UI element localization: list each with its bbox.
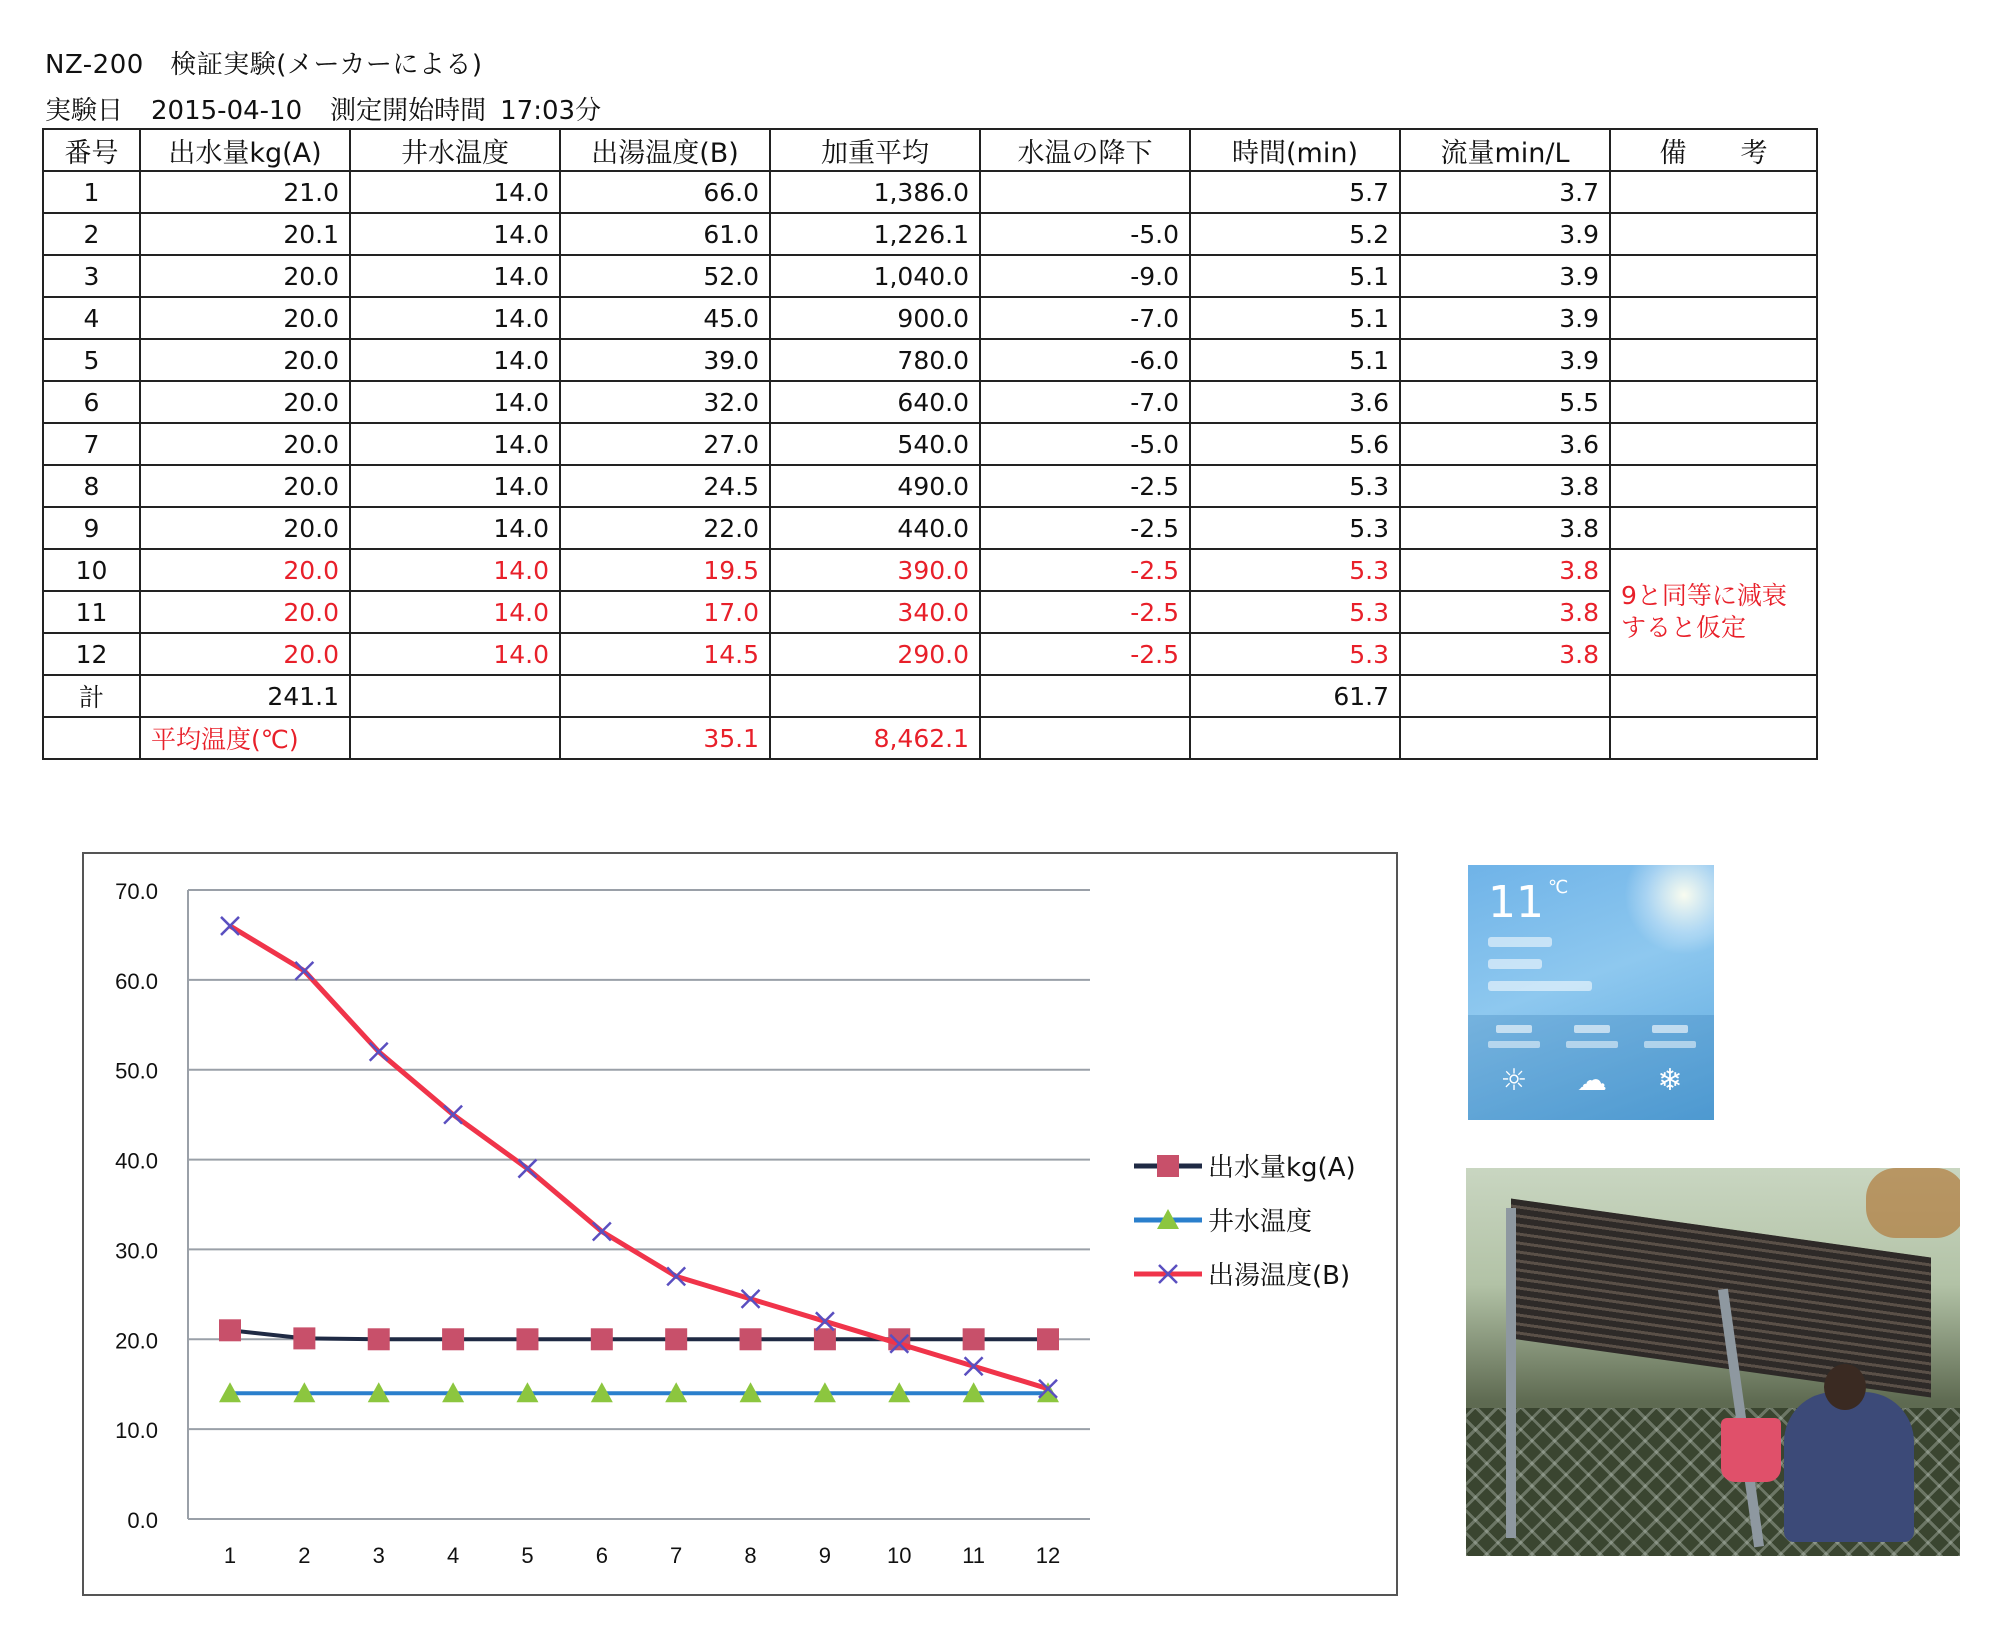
x-tick-label: 11 xyxy=(962,1543,986,1568)
table-cell-flow: 3.8 xyxy=(1400,591,1610,633)
average-row xyxy=(43,717,1817,759)
table-cell-flow: 3.9 xyxy=(1400,297,1610,339)
table-row xyxy=(43,171,1817,213)
col-header: 番号 xyxy=(43,129,140,171)
x-tick-label: 1 xyxy=(223,1543,237,1568)
data-point xyxy=(740,1328,762,1350)
table-cell-time: 5.1 xyxy=(1190,297,1400,339)
table-cell-time: 5.3 xyxy=(1190,465,1400,507)
total-cell xyxy=(770,675,980,717)
table-row xyxy=(43,297,1817,339)
table-cell-out: 20.0 xyxy=(140,465,350,507)
table-cell-wavg: 440.0 xyxy=(770,507,980,549)
table-cell-hot: 39.0 xyxy=(560,339,770,381)
table-cell-drop: -7.0 xyxy=(980,297,1190,339)
table-cell-hot: 19.5 xyxy=(560,549,770,591)
table-cell-wavg: 340.0 xyxy=(770,591,980,633)
x-tick-label: 5 xyxy=(521,1543,534,1568)
table-cell-time: 3.6 xyxy=(1190,381,1400,423)
table-cell-out: 20.0 xyxy=(140,507,350,549)
table-cell-out: 20.0 xyxy=(140,549,350,591)
average-cell xyxy=(980,717,1190,759)
table-cell-flow: 3.8 xyxy=(1400,633,1610,675)
average-cell: 平均温度(℃) xyxy=(140,717,350,759)
weather-text-line xyxy=(1488,981,1592,991)
data-point xyxy=(593,1222,611,1240)
x-tick-label: 9 xyxy=(818,1543,832,1568)
data-point xyxy=(219,1319,241,1341)
table-row xyxy=(43,591,1817,633)
average-cell xyxy=(43,717,140,759)
average-cell xyxy=(1400,717,1610,759)
table-cell-hot: 45.0 xyxy=(560,297,770,339)
table-cell-time: 5.1 xyxy=(1190,339,1400,381)
site-photo xyxy=(1466,1168,1960,1556)
total-cell xyxy=(1610,675,1817,717)
table-cell-drop: -2.5 xyxy=(980,591,1190,633)
col-header: 井水温度 xyxy=(350,129,560,171)
chart-svg xyxy=(84,854,1396,1594)
total-cell: 241.1 xyxy=(140,675,350,717)
data-point xyxy=(518,1160,536,1178)
table-cell-hot: 22.0 xyxy=(560,507,770,549)
table-cell-time: 5.2 xyxy=(1190,213,1400,255)
table-cell-well: 14.0 xyxy=(350,255,560,297)
table-cell-well: 14.0 xyxy=(350,591,560,633)
table-cell-time: 5.3 xyxy=(1190,633,1400,675)
data-point xyxy=(368,1328,390,1350)
table-row xyxy=(43,213,1817,255)
table-body xyxy=(43,171,1817,759)
table-cell-drop: -5.0 xyxy=(980,423,1190,465)
table-cell-well: 14.0 xyxy=(350,633,560,675)
table-cell-time: 5.3 xyxy=(1190,507,1400,549)
table-cell-out: 20.0 xyxy=(140,633,350,675)
x-tick-label: 8 xyxy=(744,1543,757,1568)
y-tick-label: 40.0 xyxy=(115,1148,158,1174)
table-cell-wavg: 290.0 xyxy=(770,633,980,675)
red-bucket xyxy=(1721,1418,1781,1482)
table-cell-out: 20.0 xyxy=(140,297,350,339)
table-cell-note xyxy=(1610,171,1817,213)
table-cell-flow: 3.8 xyxy=(1400,507,1610,549)
average-cell xyxy=(1190,717,1400,759)
total-cell: 計 xyxy=(43,675,140,717)
table-cell-well: 14.0 xyxy=(350,381,560,423)
table-cell-wavg: 1,386.0 xyxy=(770,171,980,213)
table-row xyxy=(43,507,1817,549)
table-cell-out: 20.0 xyxy=(140,255,350,297)
table-header-row xyxy=(43,129,1817,171)
forecast-day xyxy=(1562,1025,1622,1096)
table-cell-no: 6 xyxy=(43,381,140,423)
table-cell-hot: 61.0 xyxy=(560,213,770,255)
date-value: 2015-04-10 xyxy=(151,96,303,126)
note-cell: 9と同等に減衰すると仮定 xyxy=(1610,549,1817,675)
table-cell-well: 14.0 xyxy=(350,507,560,549)
x-tick-label: 2 xyxy=(298,1543,311,1568)
start-value: 17:03分 xyxy=(500,96,602,126)
table-cell-flow: 3.8 xyxy=(1400,549,1610,591)
y-tick-label: 30.0 xyxy=(115,1238,158,1264)
table-cell-flow: 5.5 xyxy=(1400,381,1610,423)
data-point xyxy=(442,1328,464,1350)
table-cell-note xyxy=(1610,507,1817,549)
legend-label: 井水温度 xyxy=(1208,1207,1313,1237)
table-row xyxy=(43,255,1817,297)
table-cell-no: 5 xyxy=(43,339,140,381)
x-tick-label: 7 xyxy=(670,1543,683,1568)
table-cell-no: 10 xyxy=(43,549,140,591)
table-cell-out: 20.1 xyxy=(140,213,350,255)
table-cell-no: 4 xyxy=(43,297,140,339)
table-row xyxy=(43,381,1817,423)
experiment-info xyxy=(45,90,629,127)
table-cell-hot: 17.0 xyxy=(560,591,770,633)
table-cell-hot: 27.0 xyxy=(560,423,770,465)
data-point xyxy=(963,1328,985,1350)
data-point xyxy=(370,1043,388,1061)
table-cell-hot: 24.5 xyxy=(560,465,770,507)
data-point xyxy=(295,962,313,980)
col-header: 水温の降下 xyxy=(980,129,1190,171)
average-cell: 8,462.1 xyxy=(770,717,980,759)
total-cell xyxy=(560,675,770,717)
table-cell-hot: 14.5 xyxy=(560,633,770,675)
table-cell-drop: -2.5 xyxy=(980,507,1190,549)
measurement-table xyxy=(42,128,1818,760)
table-cell-wavg: 490.0 xyxy=(770,465,980,507)
cloud-icon: ☁ xyxy=(1577,1063,1607,1098)
total-cell xyxy=(1400,675,1610,717)
table-cell-no: 7 xyxy=(43,423,140,465)
table-cell-note xyxy=(1610,297,1817,339)
data-point xyxy=(293,1327,315,1349)
table-cell-no: 9 xyxy=(43,507,140,549)
table-cell-drop xyxy=(980,171,1190,213)
weather-text-line xyxy=(1488,937,1552,947)
col-header: 加重平均 xyxy=(770,129,980,171)
document-title: NZ-200 検証実験(メーカーによる) xyxy=(45,50,483,80)
col-header: 出水量kg(A) xyxy=(140,129,350,171)
table-cell-flow: 3.6 xyxy=(1400,423,1610,465)
table-cell-flow: 3.9 xyxy=(1400,255,1610,297)
table-cell-flow: 3.9 xyxy=(1400,213,1610,255)
table-cell-well: 14.0 xyxy=(350,213,560,255)
table-cell-well: 14.0 xyxy=(350,423,560,465)
col-header: 出湯温度(B) xyxy=(560,129,770,171)
table-cell-out: 20.0 xyxy=(140,591,350,633)
table-cell-flow: 3.9 xyxy=(1400,339,1610,381)
total-row xyxy=(43,675,1817,717)
table-cell-well: 14.0 xyxy=(350,465,560,507)
data-point xyxy=(591,1328,613,1350)
table-cell-note xyxy=(1610,381,1817,423)
table-cell-wavg: 780.0 xyxy=(770,339,980,381)
y-tick-label: 50.0 xyxy=(115,1058,158,1084)
table-cell-drop: -6.0 xyxy=(980,339,1190,381)
y-tick-label: 0.0 xyxy=(127,1508,158,1533)
series-line xyxy=(230,1330,1048,1339)
col-header: 時間(min) xyxy=(1190,129,1400,171)
temperature-chart xyxy=(82,852,1398,1596)
y-tick-label: 10.0 xyxy=(115,1418,158,1444)
table-row xyxy=(43,465,1817,507)
table-cell-out: 20.0 xyxy=(140,423,350,465)
date-label: 実験日 xyxy=(45,96,124,126)
table-cell-drop: -5.0 xyxy=(980,213,1190,255)
forecast-day xyxy=(1484,1025,1544,1096)
weather-text-line xyxy=(1488,959,1542,969)
table-cell-note xyxy=(1610,423,1817,465)
data-point xyxy=(444,1106,462,1124)
x-tick-label: 4 xyxy=(446,1543,460,1568)
data-point xyxy=(221,917,239,935)
x-tick-label: 6 xyxy=(595,1543,608,1568)
table-cell-flow: 3.7 xyxy=(1400,171,1610,213)
forecast-day xyxy=(1640,1025,1700,1096)
table-cell-time: 5.7 xyxy=(1190,171,1400,213)
table-cell-well: 14.0 xyxy=(350,171,560,213)
table-row xyxy=(43,339,1817,381)
table-cell-well: 14.0 xyxy=(350,549,560,591)
table-cell-drop: -2.5 xyxy=(980,633,1190,675)
x-tick-label: 10 xyxy=(887,1543,912,1568)
data-point xyxy=(516,1328,538,1350)
table-cell-note xyxy=(1610,465,1817,507)
table-cell-no: 2 xyxy=(43,213,140,255)
table-cell-drop: -7.0 xyxy=(980,381,1190,423)
table-cell-note xyxy=(1610,255,1817,297)
table-cell-time: 5.1 xyxy=(1190,255,1400,297)
average-cell: 35.1 xyxy=(560,717,770,759)
data-point xyxy=(814,1328,836,1350)
table-cell-wavg: 1,226.1 xyxy=(770,213,980,255)
y-tick-label: 20.0 xyxy=(115,1328,158,1354)
average-cell xyxy=(1610,717,1817,759)
table-cell-hot: 32.0 xyxy=(560,381,770,423)
y-tick-label: 70.0 xyxy=(115,879,158,904)
table-cell-no: 1 xyxy=(43,171,140,213)
table-cell-time: 5.3 xyxy=(1190,549,1400,591)
total-cell xyxy=(350,675,560,717)
weather-widget-image xyxy=(1468,865,1714,1120)
legend-label: 出水量kg(A) xyxy=(1208,1153,1356,1183)
table-cell-note xyxy=(1610,339,1817,381)
table-cell-time: 5.6 xyxy=(1190,423,1400,465)
table-cell-out: 21.0 xyxy=(140,171,350,213)
table-cell-out: 20.0 xyxy=(140,339,350,381)
data-point xyxy=(1037,1328,1059,1350)
col-header: 流量min/L xyxy=(1400,129,1610,171)
sun-icon: ☼ xyxy=(1500,1063,1528,1098)
table-cell-no: 12 xyxy=(43,633,140,675)
table-cell-wavg: 640.0 xyxy=(770,381,980,423)
weather-temperature: 11 ℃ xyxy=(1488,877,1569,928)
legend-marker xyxy=(1157,1155,1179,1177)
table-cell-drop: -2.5 xyxy=(980,549,1190,591)
table-cell-drop: -2.5 xyxy=(980,465,1190,507)
table-cell-no: 11 xyxy=(43,591,140,633)
total-cell: 61.7 xyxy=(1190,675,1400,717)
sun-glare xyxy=(1624,865,1714,955)
table-cell-well: 14.0 xyxy=(350,339,560,381)
table-cell-no: 3 xyxy=(43,255,140,297)
table-row xyxy=(43,633,1817,675)
table-cell-wavg: 390.0 xyxy=(770,549,980,591)
table-cell-time: 5.3 xyxy=(1190,591,1400,633)
snow-cloud-icon: ❄ xyxy=(1657,1063,1683,1098)
table-cell-hot: 66.0 xyxy=(560,171,770,213)
start-label: 測定開始時間 xyxy=(330,96,487,126)
table-cell-drop: -9.0 xyxy=(980,255,1190,297)
x-tick-label: 12 xyxy=(1035,1543,1061,1568)
table-cell-note xyxy=(1610,213,1817,255)
table-cell-well: 14.0 xyxy=(350,297,560,339)
col-header: 備 考 xyxy=(1610,129,1817,171)
table-cell-wavg: 1,040.0 xyxy=(770,255,980,297)
table-cell-wavg: 900.0 xyxy=(770,297,980,339)
table-cell-no: 8 xyxy=(43,465,140,507)
table-cell-hot: 52.0 xyxy=(560,255,770,297)
table-row xyxy=(43,423,1817,465)
total-cell xyxy=(980,675,1190,717)
worker xyxy=(1784,1392,1914,1542)
table-cell-wavg: 540.0 xyxy=(770,423,980,465)
data-point xyxy=(665,1328,687,1350)
series-line xyxy=(230,926,1048,1389)
table-row xyxy=(43,549,1817,591)
x-tick-label: 3 xyxy=(372,1543,385,1568)
y-tick-label: 60.0 xyxy=(115,968,158,994)
legend-label: 出湯温度(B) xyxy=(1208,1261,1351,1291)
table-cell-out: 20.0 xyxy=(140,381,350,423)
average-cell xyxy=(350,717,560,759)
table-cell-flow: 3.8 xyxy=(1400,465,1610,507)
